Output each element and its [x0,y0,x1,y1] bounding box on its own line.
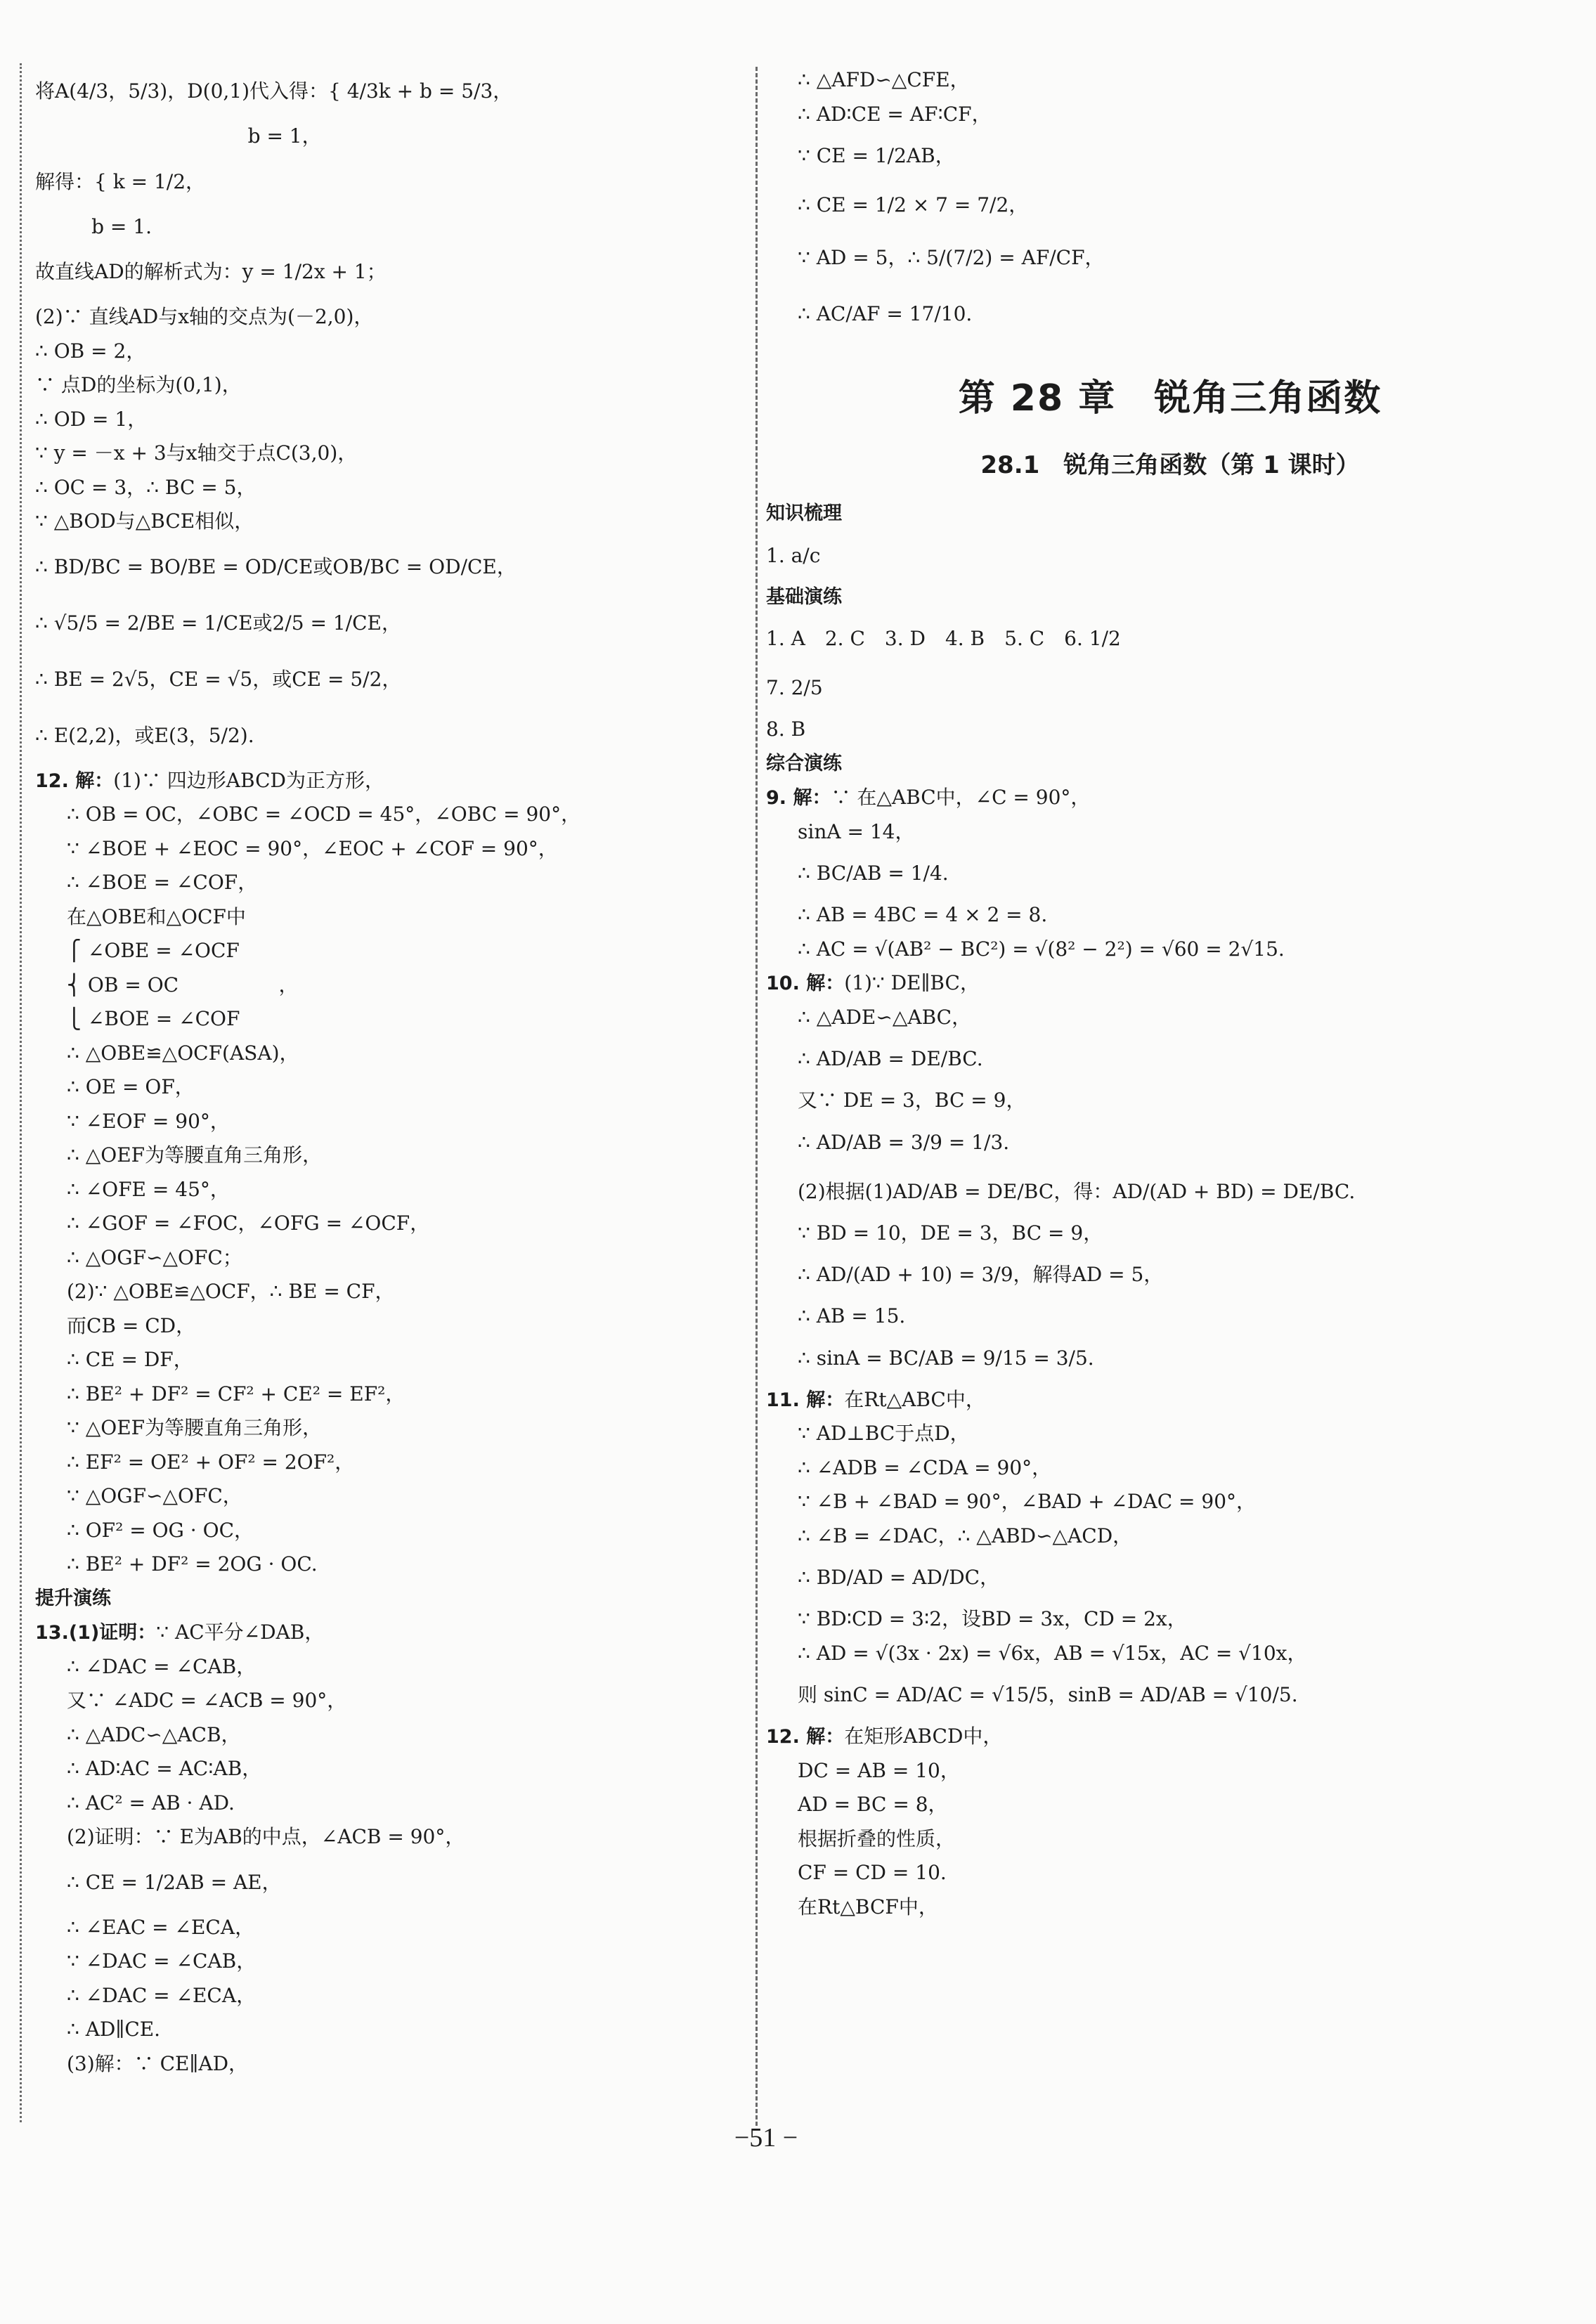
text-line: ∴ AB = 15. [798,1304,906,1327]
text-line: ∴ BE = 2√5，CE = √5，或CE = 5/2， [35,667,402,691]
text-line: ∵ ∠BOE + ∠EOC = 90°，∠EOC + ∠COF = 90°， [67,836,558,860]
text-line: ∵ CE = 1/2AB， [798,144,955,167]
right-column [766,63,1574,1924]
text-line: ∴ AC = √(AB² − BC²) = √(8² − 2²) = √60 = 2√15. [798,937,1285,961]
section-heading: 知识梳理 [766,502,842,524]
problem-text: ∵ AC平分∠DAB， [156,1621,325,1644]
text-line: ∴ AD = √(3x · 2x) = √6x，AB = √15x，AC = √10x， [798,1641,1307,1665]
problem-number: 9. 解： [766,787,831,809]
text-line: ∴ AD/AB = DE/BC. [798,1047,983,1070]
text-line: 7. 2/5 [766,676,823,699]
text-line: ∵ AD = 5，∴ 5/(7/2) = AF/CF， [798,246,1105,269]
text-line: ∴ OF² = OG · OC， [67,1518,254,1542]
left-column [35,63,738,2081]
text-line: ∴ △ADC∽△ACB， [67,1722,241,1746]
text-line: 在Rt△BCF中， [798,1895,938,1919]
text-line: ∴ △OEF为等腰直角三角形， [67,1143,323,1167]
text-line: ∴ BE² + DF² = 2OG · OC. [67,1552,318,1576]
text-line: (2)∵ △OBE≌△OCF，∴ BE = CF， [67,1280,395,1303]
text-line: ⎩ ∠BOE = ∠COF [67,1007,240,1030]
text-line: ∵ ∠DAC = ∠CAB， [67,1949,257,1973]
text-line: ∴ sinA = BC/AB = 9/15 = 3/5. [798,1346,1094,1370]
text-line: b = 1. [35,214,153,238]
text-line: 8. B [766,718,806,741]
text-line [766,966,1574,1001]
text-line: ∴ BD/BC = BO/BE = OD/CE或OB/BC = OD/CE， [35,554,517,578]
section-heading: 综合演练 [766,752,842,774]
text-line: ∴ CE = DF， [67,1348,193,1371]
text-line: 又∵ ∠ADC = ∠ACB = 90°， [67,1689,347,1712]
text-line: ⎧ ∠OBE = ∠OCF [67,939,240,962]
text-line: (2)根据(1)AD/AB = DE/BC，得：AD/(AD + BD) = DE/BC. [798,1179,1356,1203]
text-line: ∴ ∠ADB = ∠CDA = 90°， [798,1455,1052,1479]
text-line: (2)证明：∵ E为AB的中点，∠ACB = 90°， [67,1825,465,1848]
text-line: ∴ OC = 3，∴ BC = 5， [35,475,257,499]
text-line: DC = AB = 10， [798,1758,960,1782]
problem-text: ∵ 在△ABC中，∠C = 90°， [831,786,1091,809]
column-divider [755,67,758,2126]
page-number: −51 − [734,2123,798,2153]
text-line: AD = BC = 8， [798,1793,948,1816]
text-line: 而CB = CD， [67,1313,196,1337]
text-line [766,1383,1574,1417]
text-line: ∵ △OGF∽△OFC， [67,1484,242,1507]
problem-text: (1)∵ DE∥BC， [844,971,980,994]
text-line: 在△OBE和△OCF中 [67,904,246,928]
text-line: ∴ CE = 1/2AB = AE， [67,1870,282,1894]
problem-number: 13.(1)证明： [35,1622,157,1644]
text-line: CF = CD = 10. [798,1861,947,1884]
text-line [35,1616,738,1650]
text-line: ∴ △OBE≌△OCF(ASA)， [67,1041,299,1065]
text-line: 1. a/c [766,543,821,567]
text-line: ∴ OE = OF， [67,1075,195,1098]
text-line: ∴ ∠DAC = ∠ECA， [67,1983,257,2007]
text-line: 故直线AD的解析式为：y = 1/2x + 1； [35,260,387,283]
right-column-continuation [766,63,1574,342]
text-line: ∴ BD/AD = AD/DC， [798,1566,1000,1589]
text-line: ∴ △AFD∽△CFE， [798,68,970,91]
text-line: ∵ AD⊥BC于点D， [798,1422,970,1445]
text-line: ∴ ∠EAC = ∠ECA， [67,1915,255,1939]
text-line: (2)∵ 直线AD与x轴的交点为(－2,0)， [35,305,374,328]
problem-text: 在矩形ABCD中， [844,1725,1003,1748]
text-line: ∴ OD = 1， [35,407,148,431]
text-line: ∴ △ADE∽△ABC， [798,1005,972,1029]
text-line: ∴ AD∥CE. [67,2018,161,2041]
text-line: ∴ AD/AB = 3/9 = 1/3. [798,1130,1010,1154]
text-line: (3)解：∵ CE∥AD， [67,2051,249,2075]
text-line: ∴ ∠B = ∠DAC，∴ △ABD∽△ACD， [798,1524,1133,1547]
problem-number: 11. 解： [766,1389,845,1411]
text-line: ∵ ∠EOF = 90°， [67,1109,230,1133]
section-heading: 提升演练 [35,1587,111,1609]
text-line: ∴ BE² + DF² = CF² + CE² = EF²， [67,1382,406,1406]
problem-text: 在Rt△ABC中， [844,1387,985,1411]
text-line: ∴ ∠GOF = ∠FOC，∠OFG = ∠OCF， [67,1212,430,1235]
problem-text: (1)∵ 四边形ABCD为正方形， [113,768,384,792]
text-line: ∴ √5/5 = 2/BE = 1/CE或2/5 = 1/CE， [35,611,401,635]
text-line [766,781,1574,815]
text-line: 根据折叠的性质， [798,1826,956,1850]
right-column-answers [766,497,1574,1924]
text-line: ∵ BD = 10，DE = 3，BC = 9， [798,1221,1103,1245]
text-line: ∴ ∠DAC = ∠CAB， [67,1654,257,1678]
text-line: ∴ CE = 1/2 × 7 = 7/2， [798,193,1029,216]
text-line: ∴ OB = OC，∠OBC = ∠OCD = 45°，∠OBC = 90°， [67,803,581,826]
section-title: 28.1 锐角三角函数（第 1 课时） [980,451,1360,479]
text-line [766,1720,1574,1754]
text-line: ∴ E(2,2)，或E(3，5/2). [35,723,254,747]
text-line: ∴ AC/AF = 17/10. [798,302,973,325]
text-line: 1. A 2. C 3. D 4. B 5. C 6. 1/2 [766,627,1121,650]
text-line: ∴ AD∶AC = AC∶AB， [67,1757,262,1780]
binding-margin-line [20,63,22,2122]
text-line: 将A(4/3，5/3)，D(0,1)代入得：{ 4/3k + b = 5/3， [35,79,513,103]
text-line: ∵ ∠B + ∠BAD = 90°，∠BAD + ∠DAC = 90°， [798,1490,1257,1513]
text-line: b = 1， [35,124,322,148]
text-line: ∵ 点D的坐标为(0,1)， [35,373,242,396]
text-line: ∵ △OEF为等腰直角三角形， [67,1416,323,1439]
text-line: ∵ △BOD与△BCE相似， [35,509,254,533]
text-line: ∵ BD∶CD = 3∶2，设BD = 3x，CD = 2x， [798,1607,1187,1630]
text-line: 又∵ DE = 3，BC = 9， [798,1089,1026,1112]
problem-number: 12. 解： [35,770,114,792]
text-line: ∴ AB = 4BC = 4 × 2 = 8. [798,903,1048,926]
text-line: 则 sinC = AD/AC = √15/5，sinB = AD/AB = √10/5. [798,1683,1298,1706]
text-line: ⎨ OB = OC ， [67,973,299,997]
text-line: ∴ △OGF∽△OFC； [67,1245,242,1269]
text-line: ∴ ∠OFE = 45°， [67,1177,230,1201]
text-line: ∴ AD∶CE = AF∶CF， [798,102,992,126]
text-line: ∴ OB = 2， [35,339,146,363]
text-line: ∵ y = －x + 3与x轴交于点C(3,0)， [35,441,358,465]
text-line: sinA = 14， [798,819,915,843]
section-heading: 基础演练 [766,585,842,608]
chapter-title: 第 28 章 锐角三角函数 [958,377,1382,420]
text-line: ∴ AD/(AD + 10) = 3/9，解得AD = 5， [798,1263,1164,1286]
text-line: ∴ BC/AB = 1/4. [798,862,949,885]
problem-number: 12. 解： [766,1726,845,1748]
text-line: ∴ EF² = OE² + OF² = 2OF²， [67,1450,355,1474]
problem-number: 10. 解： [766,973,845,994]
text-line: ∴ AC² = AB · AD. [67,1791,235,1815]
text-line [35,764,738,798]
text-line: 解得：{ k = 1/2， [35,169,206,193]
text-line: ∴ ∠BOE = ∠COF， [67,871,258,894]
